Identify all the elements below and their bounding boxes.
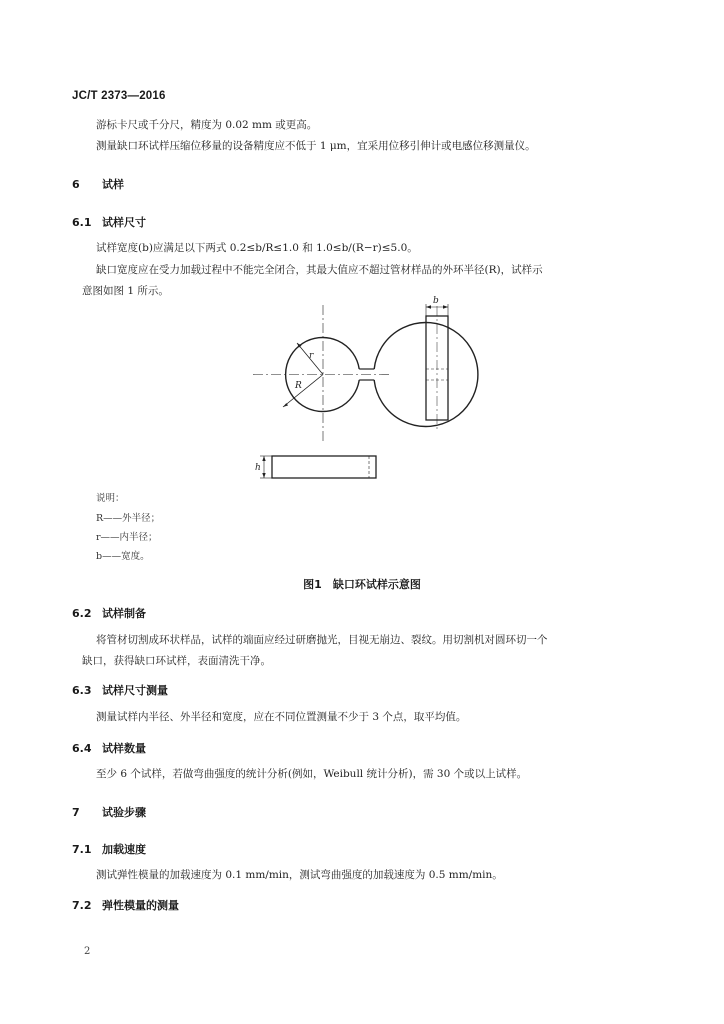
section-title: 弹性模量的测量 xyxy=(102,899,179,912)
legend-title: 说明： xyxy=(96,493,125,504)
label-h: h xyxy=(255,463,261,473)
paragraph-6-1-line-1: 试样宽度(b)应满足以下两式 0.2≤b/R≤1.0 和 1.0≤b/(R−r)≤5.0。 xyxy=(96,242,418,254)
label-b: b xyxy=(433,296,439,306)
section-number: 7.1 xyxy=(72,843,92,856)
section-title: 试样 xyxy=(102,178,124,191)
legend-b: b——宽度。 xyxy=(96,551,150,562)
section-number: 6 xyxy=(72,178,80,191)
paragraph-6-3: 测量试样内半径、外半径和宽度，应在不同位置测量不少于 3 个点，取平均值。 xyxy=(96,711,467,723)
section-6-4-heading xyxy=(72,740,146,756)
section-6-1-heading xyxy=(72,214,146,230)
legend-R: R——外半径； xyxy=(96,513,161,524)
section-number: 6.4 xyxy=(72,742,92,755)
standard-code: JC/T 2373—2016 xyxy=(72,90,166,102)
paragraph-6-2-line-2: 缺口，获得缺口环试样，表面清洗干净。 xyxy=(82,655,271,667)
section-7-1-heading xyxy=(72,841,146,857)
paragraph-6-2-line-1: 将管材切割成环状样品，试样的端面应经过研磨抛光，目视无崩边、裂纹。用切割机对圆环切一个 xyxy=(96,634,548,646)
paragraph-6-4: 至少 6 个试样，若做弯曲强度的统计分析(例如，Weibull 统计分析)，需 30 个或以上试样。 xyxy=(96,768,528,780)
label-R: R xyxy=(295,381,302,391)
paragraph-7-1: 测试弹性模量的加载速度为 0.1 mm/min，测试弯曲强度的加载速度为 0.5 mm/min。 xyxy=(96,869,503,881)
section-6-heading xyxy=(72,176,124,192)
section-number: 7 xyxy=(72,806,80,819)
section-title: 试验步骤 xyxy=(102,806,146,819)
notched-ring-figure xyxy=(0,295,724,495)
intro-line-1: 游标卡尺或千分尺，精度为 0.02 mm 或更高。 xyxy=(96,119,318,131)
section-number: 6.1 xyxy=(72,216,92,229)
section-6-3-heading xyxy=(72,682,168,698)
section-title: 加载速度 xyxy=(102,843,146,856)
legend-r: r——内半径； xyxy=(96,532,158,543)
section-number: 6.2 xyxy=(72,607,92,620)
paragraph-6-1-line-2: 缺口宽度应在受力加载过程中不能完全闭合，其最大值应不超过管材样品的外环半径(R)，试样示 xyxy=(96,264,543,276)
section-title: 试样制备 xyxy=(102,607,146,620)
figure-caption: 图1 缺口环试样示意图 xyxy=(303,578,421,591)
intro-line-2: 测量缺口环试样压缩位移量的设备精度应不低于 1 μm，宜采用位移引伸计或电感位移测量仪。 xyxy=(96,140,536,152)
ring-top-view xyxy=(253,305,478,444)
paragraph-6-1-line-3: 意图如图 1 所示。 xyxy=(82,285,169,297)
label-r: r xyxy=(309,351,314,361)
ring-bottom-view xyxy=(260,456,376,478)
section-number: 7.2 xyxy=(72,899,92,912)
page-number: 2 xyxy=(84,946,91,957)
section-title: 试样尺寸 xyxy=(102,216,146,229)
section-title: 试样尺寸测量 xyxy=(102,684,168,697)
section-title: 试样数量 xyxy=(102,742,146,755)
section-7-heading xyxy=(72,804,146,820)
section-7-2-heading xyxy=(72,897,179,913)
section-number: 6.3 xyxy=(72,684,92,697)
section-6-2-heading xyxy=(72,605,146,621)
